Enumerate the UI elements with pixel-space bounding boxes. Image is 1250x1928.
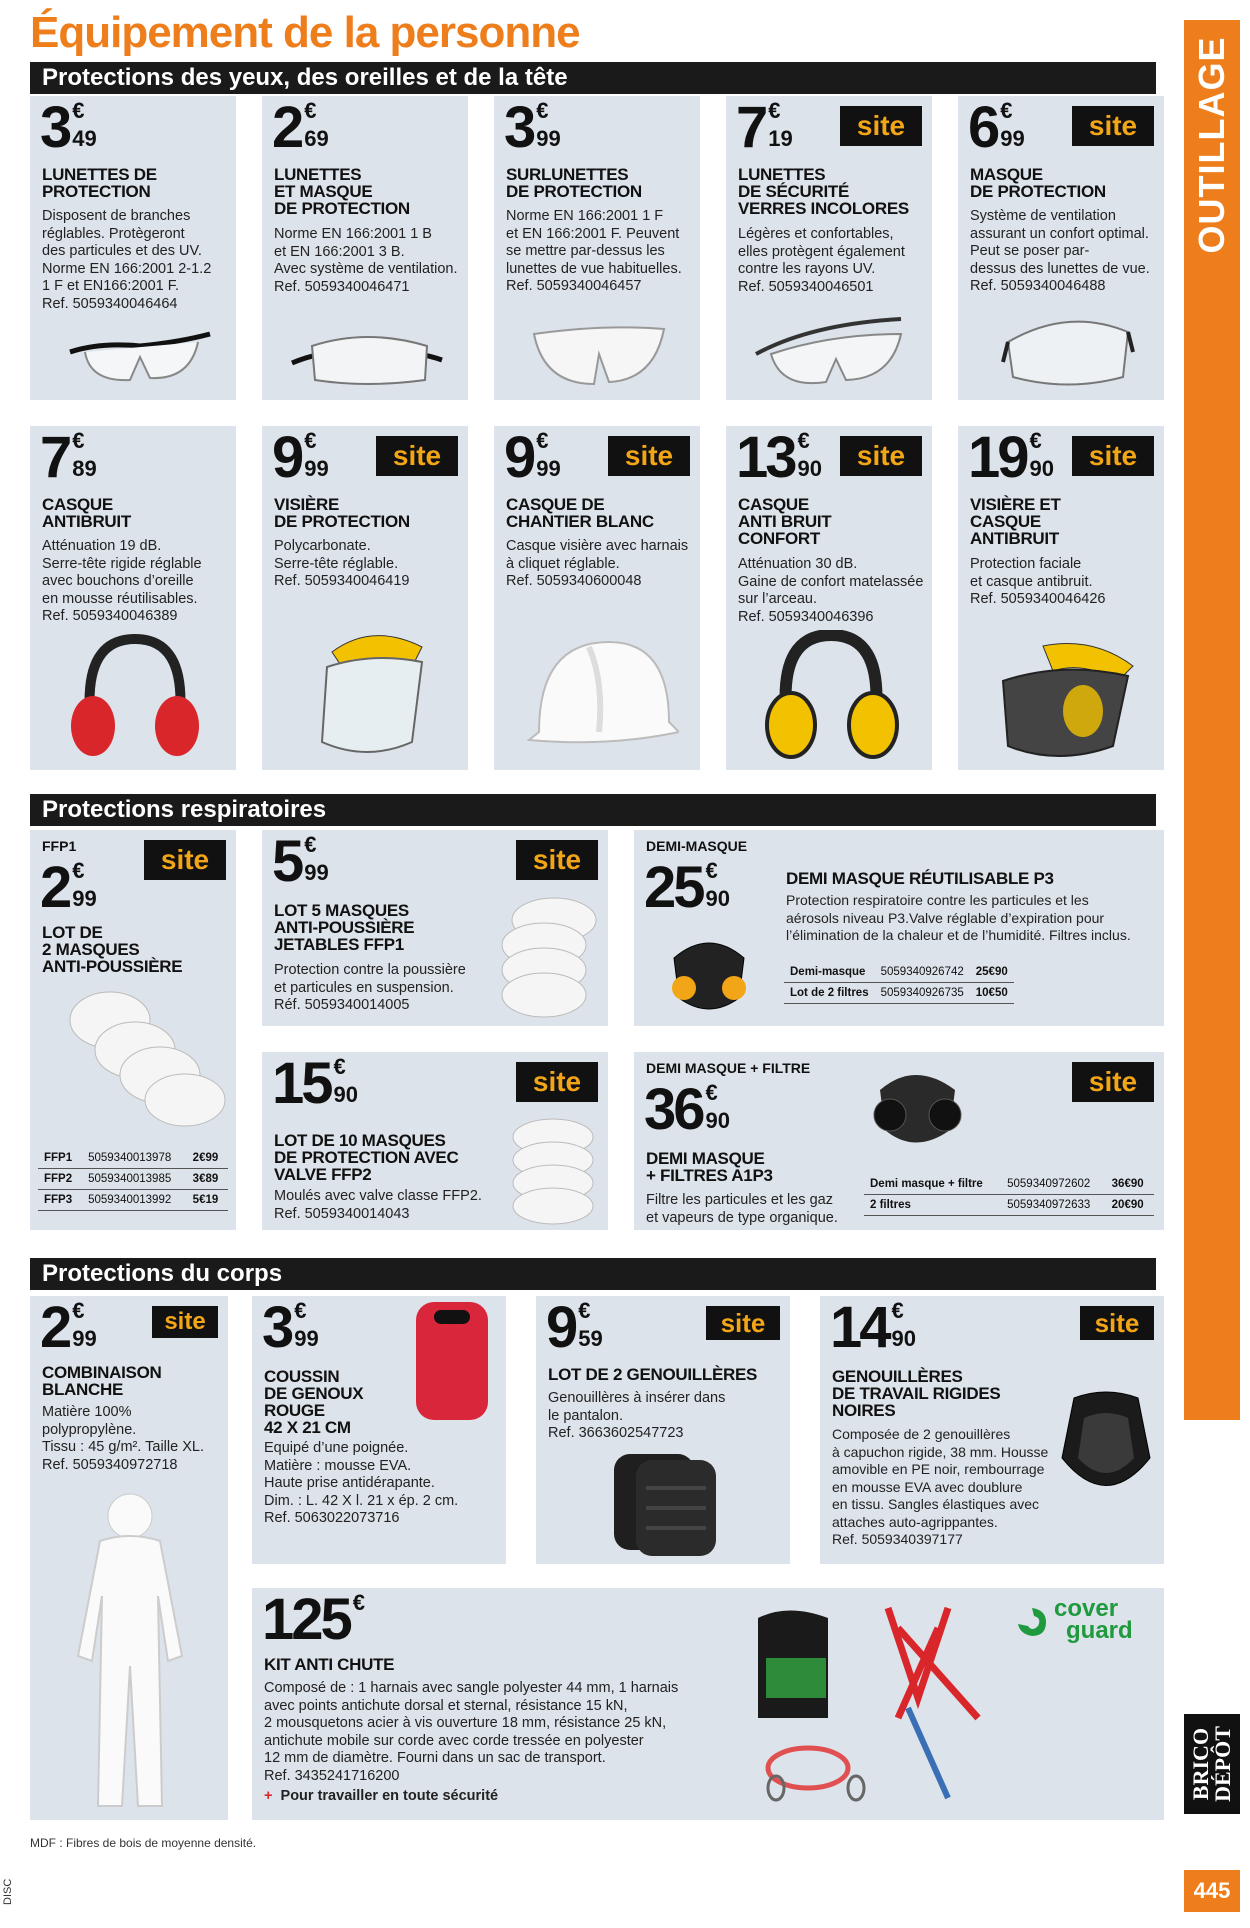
product-card-p3[interactable]: 3 € 99 SURLUNETTES DE PROTECTION Norme EN 166:2001 1 F et EN 166:2001 F. Peuvent se mettre par-dessus les lunettes de vue habituelles. Ref. 5059340046457 — [494, 96, 700, 400]
product-desc: Disposent de branches réglables. Protègeront des particules et des UV. Norme EN 166:2001 2-1.2 1 F et EN166:2001 F. Ref. 5059340046464 — [42, 208, 212, 312]
product-card-p1[interactable] — [30, 96, 236, 400]
white-hard-hat-image — [519, 622, 679, 762]
half-mask-filters-image — [860, 1060, 970, 1160]
product-card-r4[interactable]: 15 € 90 site LOT DE 10 MASQUES DE PROTECTION AVEC VALVE FFP2 Moulés avec valve classe FFP2. Ref. 5059340014043 — [262, 1052, 608, 1230]
section-body-header: Protections du corps — [30, 1258, 1156, 1290]
overglasses-image — [524, 314, 674, 394]
ffp1-masks-image — [484, 890, 604, 1020]
variant-label: FFP1 — [42, 838, 77, 854]
ffp2-masks-image — [498, 1112, 604, 1228]
product-card-p10[interactable]: 19 € 90 site VISIÈRE ET CASQUE ANTIBRUIT Protection faciale et casque antibruit. Ref. 5059340046426 — [958, 426, 1164, 770]
site-badge: site — [516, 840, 598, 880]
coverguard-mark-icon — [1014, 1604, 1050, 1640]
white-coverall-image — [70, 1486, 190, 1816]
site-badge: site — [1072, 436, 1154, 476]
product-card-b1[interactable]: 2 € 99 site COMBINAISON BLANCHE Matière 100% polypropylène. Tissu : 45 g/m². Taille XL. Ref. 5059340972718 — [30, 1296, 228, 1820]
coverguard-logo: cover guard — [1014, 1598, 1154, 1646]
site-badge: site — [516, 1062, 598, 1102]
product-card-r3[interactable]: DEMI-MASQUE 25 € 90 DEMI MASQUE RÉUTILISABLE P3 Protection respiratoire contre les particules et les aérosols niveau P3.Valve réglable d’expiration pour l’élimination de la chaleur et de l’humidité. Filtres inclus. Demi-masque 5059340926742 25€90 Lot de 2 filtres 5059340926735 10€50 — [634, 830, 1164, 1026]
section-eyes-header: Protections des yeux, des oreilles et de la tête — [30, 62, 1156, 94]
disc-code: DISC — [2, 1878, 14, 1905]
product-card-b3[interactable]: 9 € 59 site LOT DE 2 GENOUILLÈRES Genouillères à insérer dans le pantalon. Ref. 3663602547723 — [536, 1296, 790, 1564]
fall-arrest-kit-image — [748, 1598, 1008, 1816]
site-badge: site — [152, 1306, 218, 1338]
site-badge: site — [840, 436, 922, 476]
site-badge: site — [376, 436, 458, 476]
footnote: MDF : Fibres de bois de moyenne densité. — [30, 1836, 257, 1850]
mesh-visor-image — [983, 636, 1143, 762]
half-mask-image — [654, 928, 764, 1022]
product-card-p6[interactable]: 7 € 89 CASQUE ANTIBRUIT Atténuation 19 dB. Serre-tête rigide réglable avec bouchons d’oreille en mousse réutilisables. Ref. 5059340046389 — [30, 426, 236, 770]
product-card-p9[interactable]: 13 € 90 site CASQUE ANTI BRUIT CONFORT Atténuation 30 dB. Gaine de confort matelassée sur l’arceau. Ref. 5059340046396 — [726, 426, 932, 770]
site-badge: site — [840, 106, 922, 146]
face-visor-image — [292, 622, 442, 762]
red-knee-cushion-image — [412, 1300, 492, 1424]
red-earmuffs-image — [65, 634, 205, 762]
product-card-b2[interactable]: 3 € 99 COUSSIN DE GENOUX ROUGE 42 X 21 CM Equipé d’une poignée. Matière : mousse EVA. Haute prise antidérapante. Dim. : L. 42 X l. 21 x ép. 2 cm. Ref. 5063022073716 — [252, 1296, 506, 1564]
product-card-r2[interactable]: 5 € 99 site LOT 5 MASQUES ANTI-POUSSIÈRE JETABLES FFP1 Protection contre la poussière et particules en suspension. Réf. 5059340014005 — [262, 830, 608, 1026]
clear-safety-glasses-image — [751, 304, 911, 394]
site-badge: site — [706, 1306, 780, 1340]
ref-table: Demi-masque 5059340926742 25€90 Lot de 2 filtres 5059340926735 10€50 — [784, 962, 1014, 1004]
side-label: OUTILLAGE — [1191, 36, 1232, 254]
product-card-p7[interactable]: 9 € 99 site VISIÈRE DE PROTECTION Polycarbonate. Serre-tête réglable. Ref. 5059340046419 — [262, 426, 468, 770]
page-title: Équipement de la personne — [30, 8, 580, 57]
protection-mask-image — [998, 302, 1138, 392]
safety-glasses-image — [60, 322, 220, 392]
product-card-p5[interactable]: 6 € 99 site MASQUE DE PROTECTION Système de ventilation assurant un confort optimal. Peut se poser par- dessus des lunettes de vue. Ref. 5059340046488 — [958, 96, 1164, 400]
product-card-p8[interactable]: 9 € 99 site CASQUE DE CHANTIER BLANC Casque visière avec harnais à cliquet réglable. Ref. 5059340600048 — [494, 426, 700, 770]
product-card-p4[interactable]: 7 € 19 site LUNETTES DE SÉCURITÉ VERRES INCOLORES Légères et confortables, elles protègent également contre les rayons UV. Ref. 5059340046501 — [726, 96, 932, 400]
product-card-p2[interactable]: 2 € 69 LUNETTES ET MASQUE DE PROTECTION Norme EN 166:2001 1 B et EN 166:2001 3 B. Avec système de ventilation. Ref. 5059340046471 — [262, 96, 468, 400]
brand-logo: BRICO DÉPÔT — [1184, 1714, 1240, 1814]
goggles-image — [287, 318, 447, 396]
site-badge: site — [1072, 1062, 1154, 1102]
site-badge: site — [608, 436, 690, 476]
site-badge: site — [1072, 106, 1154, 146]
ref-table: Demi masque + filtre 5059340972602 36€90 2 filtres 5059340972633 20€90 — [864, 1174, 1154, 1216]
price: 3 € 49 — [40, 96, 97, 160]
knee-pads-image — [606, 1448, 726, 1558]
site-badge: site — [1080, 1306, 1154, 1340]
yellow-earmuffs-image — [761, 630, 901, 762]
site-badge: site — [144, 840, 226, 880]
product-card-b5[interactable]: 125 € KIT ANTI CHUTE Composé de : 1 harnais avec sangle polyester 44 mm, 1 harnais avec points antichute dorsal et sternal, résistance 15 kN, 2 mousquetons acier à vis ouverture 18 mm, résistance 25 kN, antichute mobile sur corde avec corde tressée en polyester 12 mm de diamètre. Fourni dans un sac de transport. Ref. 3435241716200 + Pour travailler en toute sécurité cover guard — [252, 1588, 1164, 1820]
rigid-knee-pad-image — [1054, 1388, 1158, 1518]
ref-table: FFP1 5059340013978 2€99 FFP2 5059340013985 3€89 FFP3 5059340013992 5€19 — [38, 1148, 228, 1211]
product-name: LUNETTES DE PROTECTION — [42, 165, 157, 201]
page-number: 445 — [1184, 1870, 1240, 1912]
product-card-r5[interactable]: DEMI MASQUE + FILTRE site 36 € 90 DEMI MASQUE + FILTRES A1P3 Filtre les particules et les gaz et vapeurs de type organique. Demi masque + filtre 5059340972602 36€90 2 filtres 5059340972633 20€90 — [634, 1052, 1164, 1230]
dust-masks-image — [60, 980, 230, 1130]
product-card-r1[interactable]: FFP1 site 2 € 99 LOT DE 2 MASQUES ANTI-POUSSIÈRE FFP1 5059340013978 2€99 FFP2 5059340013985 3€89 FFP3 5059340013992 5€19 — [30, 830, 236, 1230]
section-resp-header: Protections respiratoires — [30, 794, 1156, 826]
product-card-b4[interactable]: 14 € 90 site GENOUILLÈRES DE TRAVAIL RIGIDES NOIRES Composée de 2 genouillères à capuchon rigide, 38 mm. Housse amovible en PE noir, rembourrage en mousse EVA avec doublure en tissu. Sangles élastiques avec attaches auto-agrippantes. Ref. 5059340397177 — [820, 1296, 1164, 1564]
